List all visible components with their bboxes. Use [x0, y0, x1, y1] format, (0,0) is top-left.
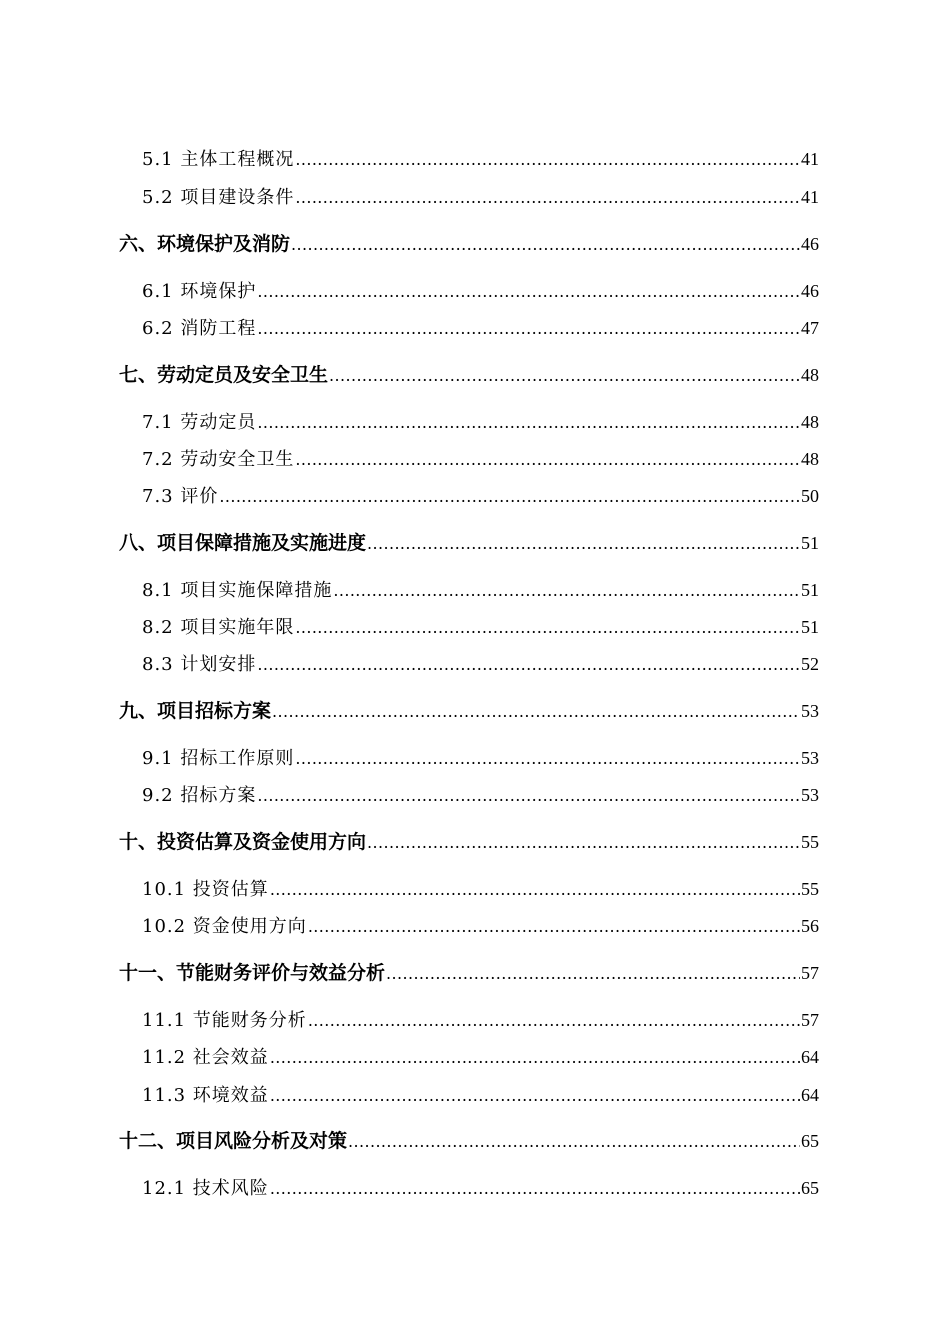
- toc-entry-7-1[interactable]: [142, 410, 819, 434]
- toc-leader-dots: [257, 317, 800, 340]
- toc-entry-page: 48: [801, 449, 819, 469]
- toc-chapter-12[interactable]: [119, 1129, 819, 1153]
- toc-entry-9-2[interactable]: [142, 783, 819, 807]
- toc-entry-title: 5.2 项目建设条件: [142, 187, 295, 208]
- toc-leader-dots: [270, 1046, 800, 1069]
- toc-chapter-page: 48: [801, 365, 819, 385]
- toc-leader-dots: [270, 878, 800, 901]
- toc-chapter-11[interactable]: [119, 961, 819, 985]
- toc-leader-dots: [295, 148, 800, 171]
- toc-entry-page: 41: [801, 187, 819, 207]
- toc-entry-title: 10.1 投资估算: [142, 879, 269, 900]
- toc-chapter-page: 46: [801, 234, 819, 254]
- toc-leader-dots: [333, 579, 800, 602]
- toc-entry-6-2[interactable]: [142, 316, 819, 340]
- toc-entry-8-1[interactable]: [142, 578, 819, 602]
- toc-entry-page: 53: [801, 785, 819, 805]
- toc-chapter-title: 十一、节能财务评价与效益分析: [119, 962, 386, 984]
- toc-entry-7-2[interactable]: [142, 447, 819, 471]
- toc-entry-page: 41: [801, 149, 819, 169]
- toc-entry-11-3[interactable]: [142, 1083, 819, 1107]
- toc-leader-dots: [295, 186, 800, 209]
- toc-leader-dots: [257, 653, 800, 676]
- toc-leader-dots: [295, 448, 800, 471]
- toc-entry-page: 64: [801, 1047, 819, 1067]
- toc-entry-11-1[interactable]: [142, 1008, 819, 1032]
- toc-leader-dots: [367, 831, 800, 854]
- toc-entry-title: 11.1 节能财务分析: [142, 1010, 307, 1031]
- toc-leader-dots: [291, 233, 800, 256]
- toc-entry-5-2[interactable]: [142, 185, 819, 209]
- toc-entry-title: 11.2 社会效益: [142, 1047, 269, 1068]
- toc-entry-11-2[interactable]: [142, 1045, 819, 1069]
- toc-leader-dots: [257, 411, 800, 434]
- toc-leader-dots: [367, 532, 800, 555]
- toc-chapter-title: 七、劳动定员及安全卫生: [119, 364, 329, 386]
- toc-entry-page: 48: [801, 412, 819, 432]
- toc-chapter-7[interactable]: [119, 363, 819, 387]
- toc-leader-dots: [270, 1084, 800, 1107]
- toc-entry-9-1[interactable]: [142, 746, 819, 770]
- toc-entry-page: 50: [801, 486, 819, 506]
- toc-entry-title: 9.2 招标方案: [142, 785, 257, 806]
- toc-chapter-title: 九、项目招标方案: [119, 700, 272, 722]
- toc-chapter-title: 六、环境保护及消防: [119, 233, 291, 255]
- toc-entry-8-2[interactable]: [142, 615, 819, 639]
- toc-entry-title: 7.2 劳动安全卫生: [142, 449, 295, 470]
- toc-leader-dots: [257, 784, 800, 807]
- toc-entry-page: 46: [801, 281, 819, 301]
- toc-entry-title: 5.1 主体工程概况: [142, 149, 295, 170]
- toc-entry-page: 55: [801, 879, 819, 899]
- toc-entry-page: 57: [801, 1010, 819, 1030]
- toc-entry-page: 53: [801, 748, 819, 768]
- toc-chapter-9[interactable]: [119, 699, 819, 723]
- toc-chapter-page: 65: [801, 1131, 819, 1151]
- toc-entry-title: 10.2 资金使用方向: [142, 916, 307, 937]
- toc-entry-8-3[interactable]: [142, 652, 819, 676]
- toc-entry-title: 8.3 计划安排: [142, 654, 257, 675]
- toc-entry-7-3[interactable]: [142, 484, 819, 508]
- toc-entry-page: 51: [801, 580, 819, 600]
- toc-entry-10-1[interactable]: [142, 877, 819, 901]
- toc-leader-dots: [295, 747, 800, 770]
- toc-chapter-title: 八、项目保障措施及实施进度: [119, 532, 367, 554]
- toc-entry-title: 7.1 劳动定员: [142, 412, 257, 433]
- toc-leader-dots: [308, 915, 800, 938]
- toc-leader-dots: [308, 1009, 800, 1032]
- toc-entry-page: 51: [801, 617, 819, 637]
- toc-chapter-8[interactable]: [119, 531, 819, 555]
- toc-leader-dots: [386, 962, 800, 985]
- toc-entry-title: 9.1 招标工作原则: [142, 748, 295, 769]
- toc-chapter-title: 十、投资估算及资金使用方向: [119, 831, 367, 853]
- toc-entry-title: 6.1 环境保护: [142, 281, 257, 302]
- toc-chapter-6[interactable]: [119, 232, 819, 256]
- toc-entry-title: 12.1 技术风险: [142, 1178, 269, 1199]
- toc-leader-dots: [348, 1130, 800, 1153]
- toc-entry-title: 8.1 项目实施保障措施: [142, 580, 333, 601]
- toc-chapter-page: 51: [801, 533, 819, 553]
- toc-chapter-page: 55: [801, 832, 819, 852]
- toc-entry-page: 65: [801, 1178, 819, 1198]
- toc-entry-page: 56: [801, 916, 819, 936]
- toc-chapter-title: 十二、项目风险分析及对策: [119, 1130, 348, 1152]
- toc-chapter-page: 53: [801, 701, 819, 721]
- toc-entry-page: 64: [801, 1085, 819, 1105]
- toc-entry-5-1[interactable]: [142, 147, 819, 171]
- toc-entry-10-2[interactable]: [142, 914, 819, 938]
- toc-leader-dots: [295, 616, 800, 639]
- toc-leader-dots: [257, 280, 800, 303]
- toc-entry-title: 6.2 消防工程: [142, 318, 257, 339]
- toc-entry-6-1[interactable]: [142, 279, 819, 303]
- toc-entry-title: 8.2 项目实施年限: [142, 617, 295, 638]
- toc-leader-dots: [270, 1177, 800, 1200]
- toc-leader-dots: [219, 485, 800, 508]
- toc-entry-12-1[interactable]: [142, 1176, 819, 1200]
- toc-leader-dots: [272, 700, 800, 723]
- toc-chapter-page: 57: [801, 963, 819, 983]
- toc-entry-title: 7.3 评价: [142, 486, 219, 507]
- toc-chapter-10[interactable]: [119, 830, 819, 854]
- toc-entry-page: 47: [801, 318, 819, 338]
- toc-entry-page: 52: [801, 654, 819, 674]
- toc-entry-title: 11.3 环境效益: [142, 1085, 269, 1106]
- toc-leader-dots: [329, 364, 800, 387]
